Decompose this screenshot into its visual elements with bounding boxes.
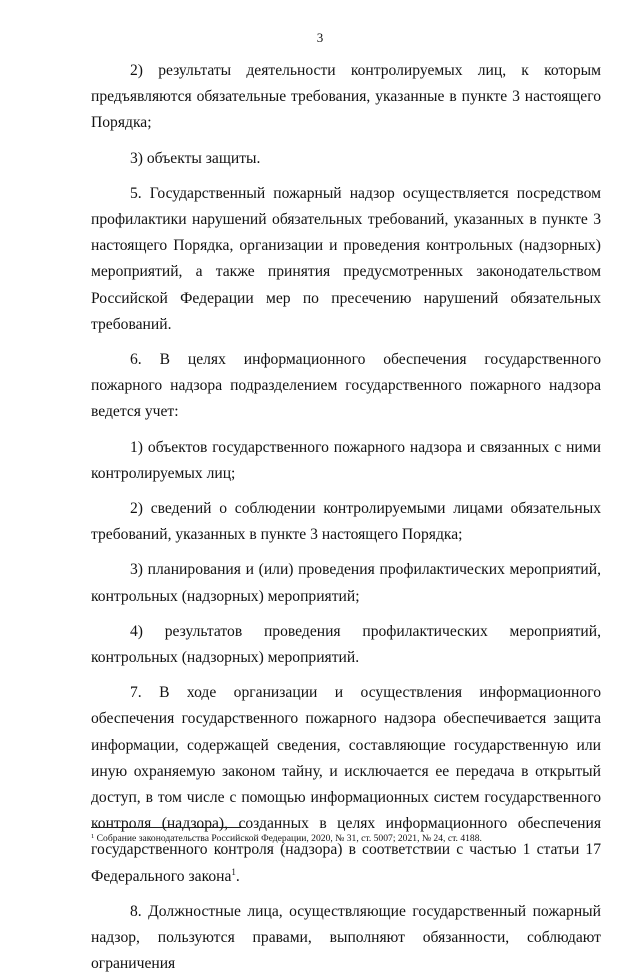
paragraph-clause-5: 5. Государственный пожарный надзор осуществляется посредством профилактики нарушений обязательных требований, указанных в пункте 3 настоящего Порядка, организации и проведения контрольных (надзорных) мероприятий, а также принятия предусмотренных законодательством Российской Федерации мер по пресечению нарушений обязательных требований.	[91, 184, 601, 333]
paragraph-clause-8: 8. Должностные лица, осуществляющие государственный пожарный надзор, пользуются правами, выполняют обязанности, соблюдают ограничения	[91, 902, 601, 973]
paragraph-clause-6-item-1: 1) объектов государственного пожарного надзора и связанных с ними контролируемых лиц;	[91, 438, 601, 482]
footnote-reference: 1	[231, 866, 236, 877]
footnote-divider	[91, 827, 246, 828]
footnote-marker: 1	[91, 833, 95, 840]
paragraph-clause-6: 6. В целях информационного обеспечения государственного пожарного надзора подразделением государственного пожарного надзора ведется учет:	[91, 351, 601, 421]
paragraph-clause-6-item-2: 2) сведений о соблюдении контролируемыми лицами обязательных требований, указанных в пункте 3 настоящего Порядка;	[91, 500, 601, 544]
footnote-text: Собрание законодательства Российской Федерации, 2020, № 31, ст. 5007; 2021, № 24, ст. 4188.	[96, 833, 482, 844]
paragraph-item-3: 3) объекты защиты.	[130, 149, 261, 167]
page-number: 3	[316, 30, 324, 45]
paragraph-item-2: 2) результаты деятельности контролируемых лиц, к которым предъявляются обязательные требования, указанные в пункте 3 настоящего Порядка;	[91, 62, 601, 132]
paragraph-clause-7: 7. В ходе организации и осуществления информационного обеспечения государственного пожарного надзора обеспечивается защита информации, содержащей сведения, составляющие государственную или иную охраняемую законом тайну, и исключается ее передача в открытый доступ, в том числе с помощью информационных систем государственного контроля (надзора), созданных в целях информационного обеспечения государственного контроля (надзора) в соответствии с частью 1 статьи 17 Федерального закона$^1$.	[91, 684, 601, 885]
footnote	[91, 833, 611, 845]
paragraph-clause-6-item-3: 3) планирования и (или) проведения профилактических мероприятий, контрольных (надзорных) мероприятий;	[91, 561, 601, 605]
paragraph-clause-6-item-4: 4) результатов проведения профилактических мероприятий, контрольных (надзорных) мероприятий.	[91, 622, 601, 667]
paragraph-clause-7-text: 7. В ходе организации и осуществления информационного обеспечения государственного пожарного надзора обеспечивается защита информации, содержащей сведения, составляющие государственную или иную охраняемую законом тайну, и исключается ее передача в открытый доступ, в том числе с помощью информационных систем государственного контроля (надзора), созданных в целях информационного обеспечения государственного контроля (надзора) в соответствии с частью 1 статьи 17 Федерального закона	[91, 684, 601, 885]
